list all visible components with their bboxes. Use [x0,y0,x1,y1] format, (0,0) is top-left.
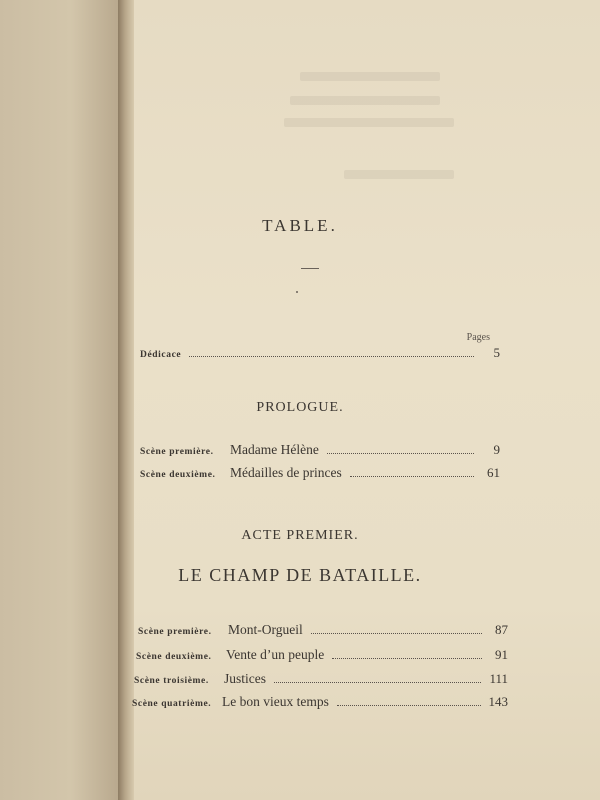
divider [301,268,319,269]
scene-label: Scène deuxième. [136,652,212,662]
dot-leader [274,681,481,683]
section-heading-prologue: PROLOGUE. [256,400,344,415]
section-heading-act: ACTE PREMIER. [241,528,359,543]
scene-label: Scène troisième. [134,676,209,686]
dot-leader [327,452,474,454]
toc-entry [138,622,508,640]
show-through-text [290,96,440,105]
toc-entry [134,671,508,689]
page-title: TABLE. [262,216,338,235]
section-subheading: LE CHAMP DE BATAILLE. [178,565,422,585]
scene-title: Madame Hélène [230,442,319,457]
scene-label: Scène deuxième. [140,470,216,480]
scene-label: Scène quatrième. [132,699,212,709]
scene-title: Mont-Orgueil [228,622,303,637]
dot-leader [332,657,482,659]
scene-title: Médailles de princes [230,465,342,480]
page-number: 5 [493,345,500,360]
page-number: 91 [495,647,508,662]
dot-leader [311,632,482,634]
scene-label: Scène première. [140,447,214,457]
show-through-text [344,170,454,179]
scene-title: Justices [224,671,266,686]
dot-leader [350,475,474,477]
page-number: 9 [493,442,500,457]
divider-dot [296,291,298,293]
page-number: 87 [495,622,508,637]
toc-entry [140,465,500,483]
toc-entry-dedicace [140,345,500,363]
page-number: 143 [488,694,508,709]
dot-leader [189,355,474,357]
scene-title: Vente d’un peuple [226,647,325,662]
toc-entry [132,694,508,712]
entry-label: Dédicace [140,350,182,360]
dot-leader [337,704,481,706]
toc-entry [136,647,508,665]
show-through-text [300,72,440,81]
scene-title: Le bon vieux temps [222,694,329,709]
show-through-text [284,118,454,127]
page-number: 111 [489,671,508,686]
scene-label: Scène première. [138,627,212,637]
pages-column-label: Pages [466,332,490,343]
page-number: 61 [487,465,500,480]
toc-entry [140,442,500,460]
